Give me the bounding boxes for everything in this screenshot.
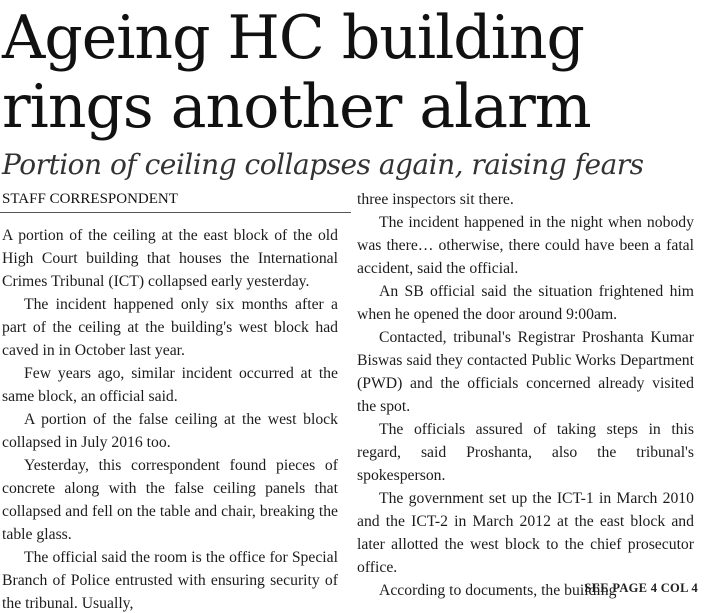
byline-rule [0,212,351,213]
paragraph: The official said the room is the office for Special Branch of Police entrusted with ensuring security of the tribunal. Usually, [2,549,338,612]
continuation-note: SEE PAGE 4 COL 4 [584,581,698,595]
subheadline: Portion of ceiling collapses again, raising fears [2,148,644,181]
paragraph: three inspectors sit there. [357,191,514,208]
paragraph: A portion of the ceiling at the east block of the old High Court building that houses the International Crimes Tribunal (ICT) collapsed early yesterday. [2,227,338,290]
article-column-2 [357,188,694,602]
paragraph: Contacted, tribunal's Registrar Proshanta Kumar Biswas said they contacted Public Works Department (PWD) and the officials concerned already visited the spot. [357,329,694,415]
paragraph: The officials assured of taking steps in this regard, said Proshanta, also the tribunal's spokesperson. [357,421,694,484]
paragraph: A portion of the false ceiling at the west block collapsed in July 2016 too. [2,411,338,451]
paragraph: Yesterday, this correspondent found pieces of concrete along with the false ceiling panels that collapsed and fell on the table and chair, breaking the table glass. [2,457,338,543]
paragraph: According to documents, the building [379,582,617,599]
paragraph: Few years ago, similar incident occurred at the same block, an official said. [2,365,338,405]
byline: STAFF CORRESPONDENT [2,191,178,207]
paragraph: The incident happened only six months after a part of the ceiling at the building's west block had caved in in October last year. [2,296,338,359]
paragraph: The incident happened in the night when nobody was there… otherwise, there could have been a fatal accident, said the official. [357,214,694,277]
article-column-1 [2,224,338,613]
headline: Ageing HC building rings another alarm [2,3,591,142]
paragraph: The government set up the ICT-1 in March 2010 and the ICT-2 in March 2012 at the east block and later allotted the west block to the chief prosecutor office. [357,490,694,576]
paragraph: An SB official said the situation frightened him when he opened the door around 9:00am. [357,283,694,323]
